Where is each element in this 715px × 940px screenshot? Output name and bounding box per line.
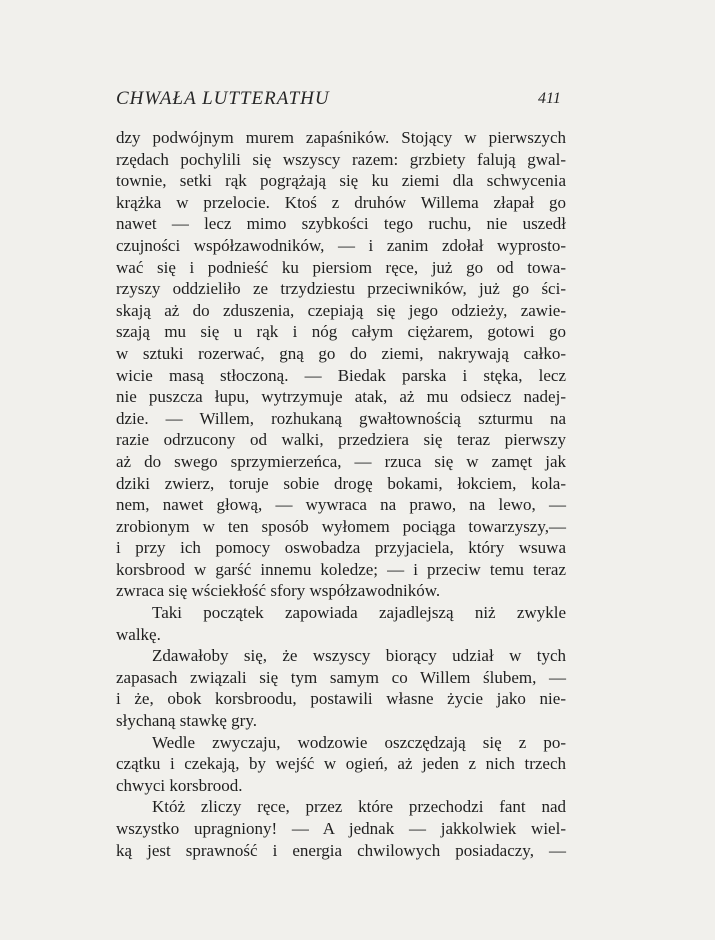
text-line: szają mu się u rąk i nóg całym ciężarem, gotowi go [116,322,566,342]
text-line: aż do swego sprzymierzeńca, — rzuca się w zamęt jak [116,451,566,471]
text-line: zrobionym w ten sposób wyłomem pociąga towarzyszy,— [116,516,566,536]
text-line: dzy podwójnym murem zapaśników. Stojący w pierwszych [116,128,566,147]
text-line: townie, setki rąk pogrążają się ku ziemi dla schwycenia [116,171,566,191]
body-text [116,127,566,861]
text-line: słychaną stawkę gry. [116,711,257,731]
text-line: Wedle zwyczaju, wodzowie oszczędzają się z po- [152,732,566,752]
text-line: korsbrood w garść innemu koledze; — i przeciw temu teraz [116,559,566,579]
text-line: nem, nawet głową, — wywraca na prawo, na lewo, — [116,495,566,515]
text-line: dzie. — Willem, rozhukaną gwałtownością szturmu na [116,408,566,428]
text-line: krążka w przelocie. Ktoś z druhów Willema złapał go [116,192,566,212]
text-line: Zdawałoby się, że wszyscy biorący udział w tych [152,646,566,666]
text-line: i przy ich pomocy oswobadza przyjaciela, który wsuwa [116,538,566,558]
text-line: dziki zwierz, toruje sobie drogę bokami, łokciem, kola- [116,473,566,493]
text-line: wicie masą stłoczoną. — Biedak parska i stęka, lecz [116,365,566,385]
text-line: wać się i podnieść ku piersiom ręce, już go od towa- [116,257,566,277]
text-line: Taki początek zapowiada zajadlejszą niż zwykle [152,603,566,623]
text-line: wszystko upragniony! — A jednak — jakkolwiek wiel- [116,819,566,838]
page-number: 411 [538,90,561,107]
text-line: czujności współzawodników, — i zanim zdołał wyprosto- [116,235,566,255]
text-line: rzyszy oddzieliło ze trzydziestu przeciwników, już go ści- [116,279,566,299]
text-line: ką jest sprawność i energia chwilowych posiadaczy, — [116,840,566,860]
text-line: Któż zliczy ręce, przez które przechodzi fant nad [152,797,566,817]
text-line: zwraca się wściekłość sfory współzawodników. [116,581,441,601]
text-line: czątku i czekają, by wejść w ogień, aż jeden z nich trzech [116,754,566,774]
text-line: nawet — lecz mimo szybkości tego ruchu, nie uszedł [116,214,566,234]
text-line: nie puszcza łupu, wytrzymuje atak, aż mu odsiecz nadej- [116,387,566,407]
text-line: razie odrzucony od walki, przedziera się teraz pierwszy [116,430,566,450]
text-line: zapasach związali się tym samym co Willem ślubem, — [116,667,566,687]
text-line: chwyci korsbrood. [116,775,243,795]
text-line: w sztuki rozerwać, gną go do ziemi, nakrywają całko- [116,343,566,363]
text-line: i że, obok korsbroodu, postawili własne życie jako nie- [116,689,566,709]
running-head: CHWAŁA LUTTERATHU [116,88,330,109]
text-line: walkę. [116,624,161,644]
text-line: skają aż do zduszenia, czepiają się jego odzieży, zawie- [116,300,566,320]
text-line: rzędach pochylili się wszyscy razem: grzbiety falują gwal- [116,149,566,169]
